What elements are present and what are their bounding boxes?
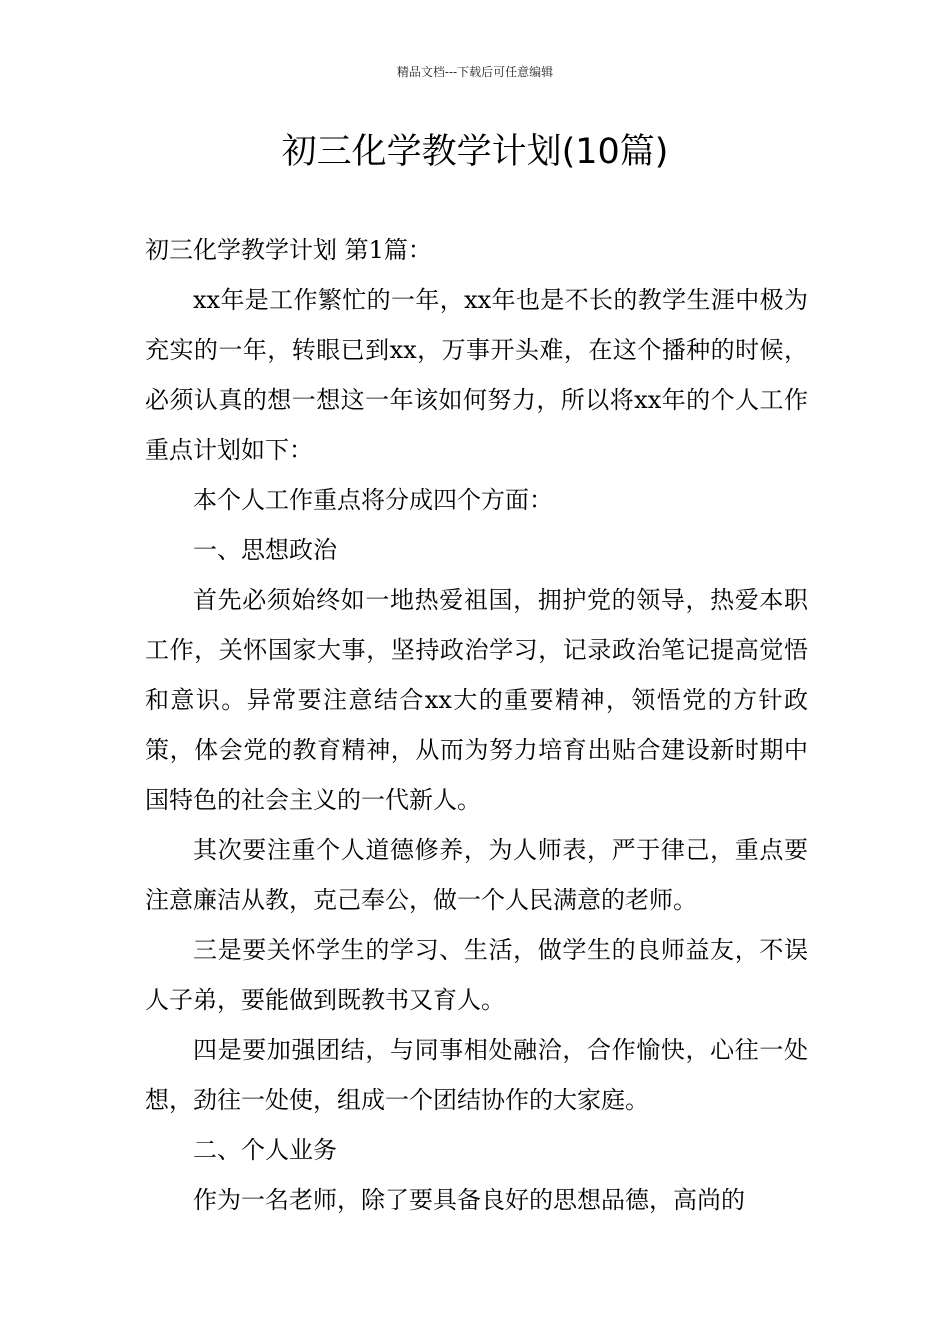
- document-title: 初三化学教学计划(10篇): [281, 132, 669, 172]
- paragraph: 其次要注重个人道德修养，为人师表，严于律己，重点要注意廉洁从教，克己奉公，做一个人民满意的老师。: [145, 836, 808, 914]
- paragraph: xx年是工作繁忙的一年，xx年也是不长的教学生涯中极为充实的一年，转眼已到xx，万事开头难，在这个播种的时候，必须认真的想一想这一年该如何努力，所以将xx年的个人工作重点计划如下：: [145, 286, 808, 464]
- paragraph: 作为一名老师，除了要具备良好的思想品德，高尚的: [193, 1186, 745, 1214]
- paragraph: 本个人工作重点将分成四个方面：: [193, 486, 553, 514]
- header-note: 精品文档---下载后可任意编辑: [396, 65, 554, 79]
- document-body: [145, 225, 808, 1225]
- section-heading: 二、个人业务: [193, 1136, 337, 1164]
- section-heading: 一、思想政治: [193, 536, 337, 564]
- paragraph: 三是要关怀学生的学习、生活，做学生的良师益友，不误人子弟，要能做到既教书又育人。: [145, 936, 808, 1014]
- paragraph: 四是要加强团结，与同事相处融洽，合作愉快，心往一处想，劲往一处使，组成一个团结协作的大家庭。: [145, 1036, 808, 1114]
- section-label: 初三化学教学计划 第1篇：: [145, 236, 432, 264]
- paragraph: 首先必须始终如一地热爱祖国，拥护党的领导，热爱本职工作，关怀国家大事，坚持政治学习，记录政治笔记提高觉悟和意识。异常要注意结合xx大的重要精神，领悟党的方针政策，体会党的教育精神，从而为努力培育出贴合建设新时期中国特色的社会主义的一代新人。: [145, 586, 808, 814]
